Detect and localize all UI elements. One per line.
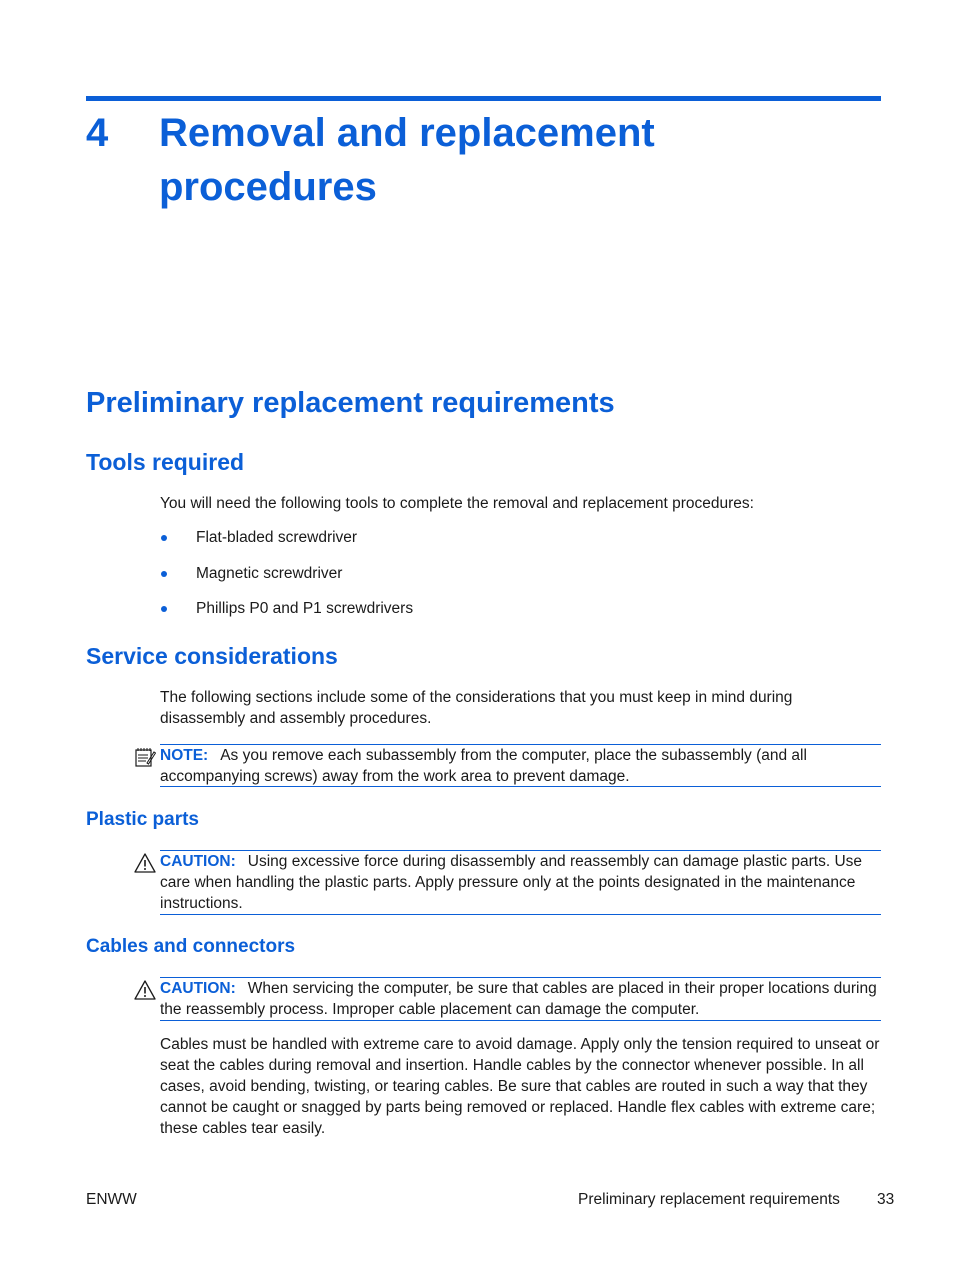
tools-list	[160, 527, 413, 634]
page-number: 33	[877, 1191, 895, 1208]
warning-triangle-icon	[134, 852, 156, 874]
footer-left: ENWW	[86, 1191, 137, 1208]
bullet-icon	[161, 571, 167, 577]
note-label: NOTE:	[160, 747, 209, 764]
note-callout	[160, 744, 881, 787]
cables-caution-callout	[160, 977, 881, 1021]
cables-heading: Cables and connectors	[86, 936, 296, 957]
list-item: Magnetic screwdriver	[160, 563, 413, 599]
chapter-title: Removal and replacement procedures	[159, 111, 655, 209]
caution-label: CAUTION:	[160, 853, 236, 870]
tools-intro: You will need the following tools to complete the removal and replacement procedures:	[160, 495, 754, 512]
footer-section: Preliminary replacement requirements	[578, 1191, 840, 1208]
chapter-rule	[86, 96, 881, 101]
bullet-icon	[161, 535, 167, 541]
tools-heading: Tools required	[86, 449, 245, 475]
warning-triangle-icon	[134, 979, 156, 1001]
section-title: Preliminary replacement requirements	[86, 387, 615, 419]
note-text: As you remove each subassembly from the computer, place the subassembly (and all accompanying screws) away from the work area to prevent damage.	[160, 747, 807, 785]
plastic-heading: Plastic parts	[86, 809, 199, 830]
note-pad-icon	[134, 746, 156, 768]
service-heading: Service considerations	[86, 643, 338, 669]
service-intro: The following sections include some of the considerations that you must keep in mind during disassembly and assembly procedures.	[160, 689, 793, 727]
list-item: Phillips P0 and P1 screwdrivers	[160, 598, 413, 634]
plastic-caution-callout	[160, 850, 881, 915]
list-item: Flat-bladed screwdriver	[160, 527, 413, 563]
cables-body: Cables must be handled with extreme care to avoid damage. Apply only the tension required to unseat or seat the cables during removal and insertion. Handle cables by the connector whenever possible. In all cases, avoid bending, twisting, or tearing cables. Be sure that cables are routed in such a way that they cannot be caught or snagged by parts being removed or replaced. Handle flex cables with extreme care; these cables tear easily.	[160, 1036, 880, 1137]
caution-text: When servicing the computer, be sure that cables are placed in their proper locations during the reassembly process. Improper cable placement can damage the computer.	[160, 980, 877, 1018]
chapter-number: 4	[86, 111, 109, 155]
caution-label: CAUTION:	[160, 980, 236, 997]
bullet-icon	[161, 606, 167, 612]
caution-text: Using excessive force during disassembly and reassembly can damage plastic parts. Use care when handling the plastic parts. Apply pressure only at the points designated in the maintenance instructions.	[160, 853, 863, 912]
